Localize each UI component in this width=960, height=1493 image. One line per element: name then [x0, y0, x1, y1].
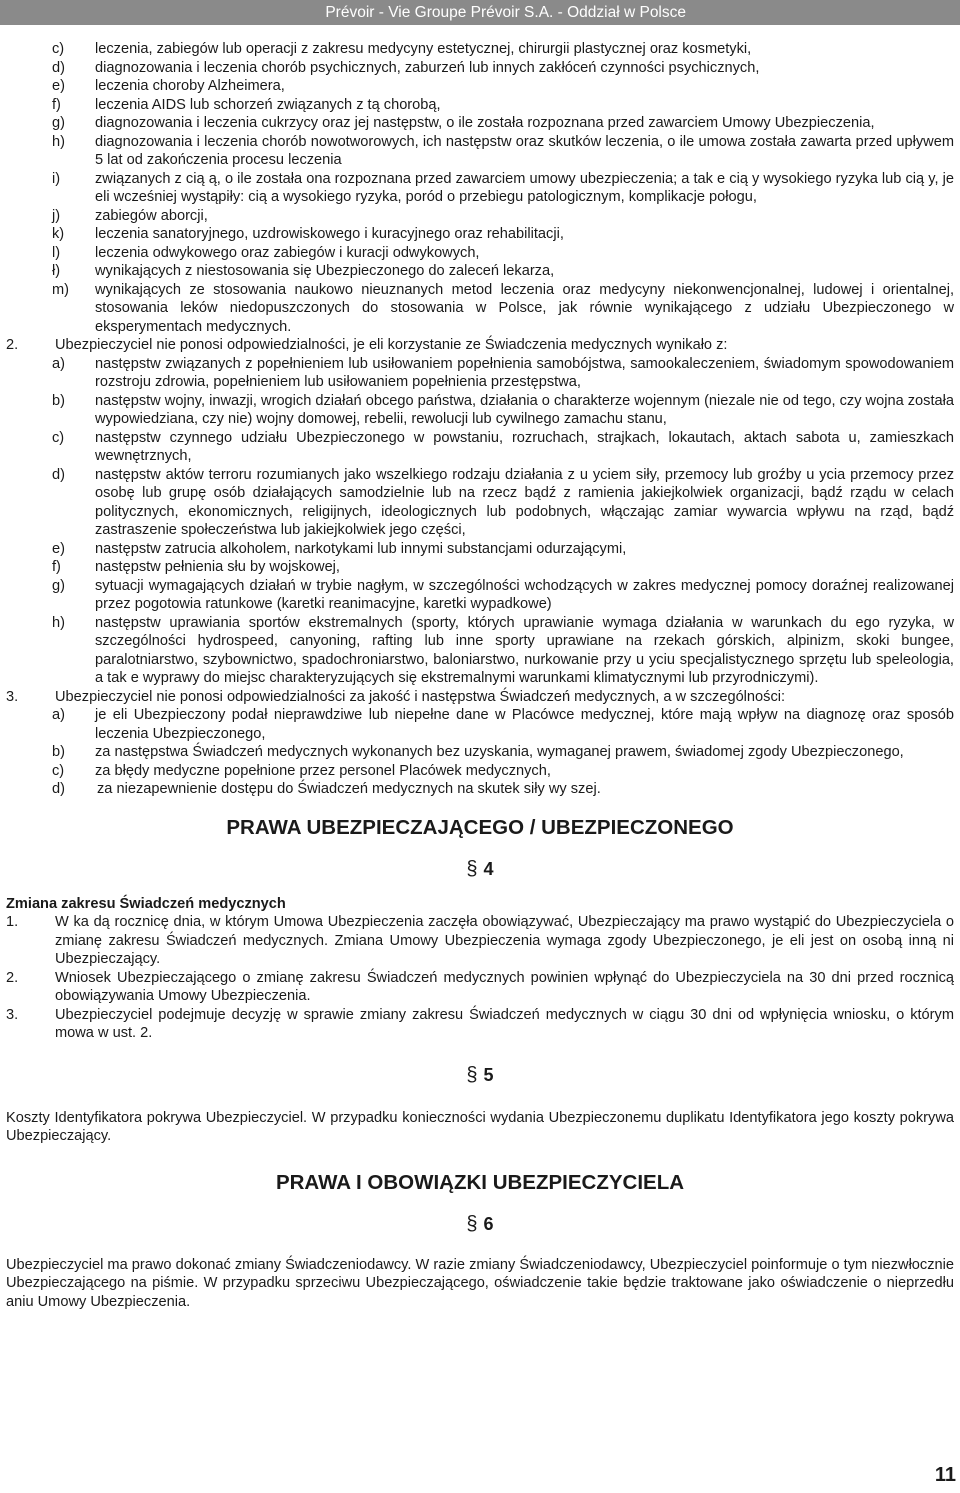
item-label: c)	[52, 762, 65, 779]
item-text: leczenia AIDS lub schorzeń związanych z tą chorobą,	[95, 96, 441, 113]
list-item	[6, 577, 954, 614]
item-text: następstw związanych z popełnieniem lub usiłowaniem popełnienia samobójstwa, samookaleczeniem, świadomym spowodowaniem rozstroju zdrowia, popełnieniem lub usiłowaniem popełnienia przestępstwa,	[95, 355, 954, 390]
section-title: PRAWA I OBOWIĄZKI UBEZPIECZYCIELA	[275, 1170, 685, 1194]
list-item	[6, 540, 954, 559]
list-item	[6, 244, 954, 263]
item-text: wynikających z niestosowania się Ubezpieczonego do zaleceń lekarza,	[95, 263, 555, 279]
item-label: e)	[52, 540, 65, 557]
item-text: następstw uprawiania sportów ekstremalnych (sporty, których uprawianie wymaga działania w warunkach du ego ryzyka, w szczególności hydrospeed, canyoning, rafting lub inne sporty uprawiane na rzekach górskich, alpinizm, skoki bungee, paralotniarstwo, szybownictwo, spadochroniarstwo, baloniarstwo, nurkowanie przy u yciu specjalistycznego sprzętu lub speleologia, a tak e wyprawy do miejsc charakteryzujących się ekstremalnymi warunkami klimatycznymi lub przyrodniczymi).	[95, 614, 954, 686]
item-label: b)	[52, 392, 65, 409]
list-item	[6, 614, 954, 688]
item-text: za błędy medyczne popełnione przez personel Placówek medycznych,	[95, 762, 551, 779]
list-item	[6, 762, 954, 781]
item-text: zabiegów aborcji,	[95, 207, 208, 224]
list-item	[6, 133, 954, 170]
item-label: d)	[52, 781, 65, 797]
section-title: PRAWA UBEZPIECZAJĄCEGO / UBEZPIECZONEGO	[226, 815, 734, 839]
point-number: 3.	[6, 1006, 19, 1023]
numbered-point	[6, 969, 954, 1006]
point-text: Ubezpieczyciel nie ponosi odpowiedzialności, je eli korzystanie ze Świadczenia medycznych wynikało z:	[55, 337, 728, 353]
item-text: związanych z cią ą, o ile została ona rozpoznana przed zawarciem umowy ubezpieczenia; a tak e cią y wysokiego ryzyka lub cią y, je eli wcześniej wystąpiły: cią a wysokiego ryzyka, poród o przebiegu patologicznym, komplikacje połogu,	[95, 170, 954, 205]
list-item	[6, 355, 954, 392]
item-text: leczenia choroby Alzheimera,	[95, 78, 285, 94]
list-item	[6, 262, 954, 281]
paragraph-symbol: §	[466, 1212, 478, 1235]
paragraph-symbol: §	[466, 1063, 478, 1086]
item-label: g)	[52, 115, 65, 131]
item-label: a)	[52, 707, 65, 723]
list-item	[6, 780, 954, 799]
document-body	[6, 40, 954, 1311]
point-number: 2.	[6, 337, 19, 353]
point-text: W ka dą rocznicę dnia, w którym Umowa Ubezpieczenia zaczęła obowiązywać, Ubezpieczający ma prawo wystąpić do Ubezpieczyciela o zmianę zakresu Świadczeń medycznych. Zmiana Umowy Ubezpieczenia wymaga zgody Ubezpieczonego, je eli jest on osobą inną ni Ubezpieczający.	[55, 914, 954, 967]
list-item	[6, 558, 954, 577]
item-label: c)	[52, 41, 65, 57]
list-item	[6, 225, 954, 244]
list-item	[6, 170, 954, 207]
numbered-point	[6, 913, 954, 969]
item-text: następstw aktów terroru rozumianych jako wszelkiego rodzaju działania z u yciem siły, przemocy lub groźby u ycia przemocy przez osobę lub grupę osób działających samodzielnie lub na rzecz bądź z ramienia jakiejkolwiek organizacji, bądź rządu w celach politycznych, ekonomicznych, religijnych, ideologicznych lub podobnych, włączając zamiar wywarcia wpływu na rząd, bądź zastraszenie społeczeństwa lub jakiejkolwiek jego części,	[95, 466, 954, 538]
numbered-point	[6, 688, 954, 707]
paragraph-number-value: 5	[483, 1064, 494, 1085]
item-label: l)	[52, 244, 61, 261]
item-label: i)	[52, 170, 61, 187]
list-item	[6, 77, 954, 96]
list-item	[6, 96, 954, 115]
list-item	[6, 281, 954, 337]
point-text: Ubezpieczyciel nie ponosi odpowiedzialności za jakość i następstwa Świadczeń medycznych, a w szczególności:	[55, 688, 786, 705]
item-text: następstw zatrucia alkoholem, narkotykami lub innymi substancjami odurzającymi,	[95, 540, 627, 557]
list-item	[6, 429, 954, 466]
point-number: 1.	[6, 914, 19, 930]
item-text: następstw pełnienia słu by wojskowej,	[95, 559, 340, 575]
item-label: d)	[52, 466, 65, 483]
item-label: ł)	[52, 263, 61, 279]
point-text: Ubezpieczyciel podejmuje decyzję w sprawie zmiany zakresu Świadczeń medycznych w ciągu 30 dni od wpłynięcia wniosku, o którym mowa w ust. 2.	[55, 1006, 954, 1041]
item-label: d)	[52, 59, 65, 76]
item-text: je eli Ubezpieczony podał nieprawdziwe lub niepełne dane w Placówce medycznej, które mają wpływ na diagnozę oraz sposób leczenia Ubezpieczonego,	[95, 707, 954, 742]
item-text: następstw czynnego udziału Ubezpieczonego w powstaniu, rozruchach, strajkach, lokautach, aktach sabota u, zamieszkach wewnętrznych,	[95, 429, 954, 464]
item-label: h)	[52, 614, 65, 631]
list-item	[6, 114, 954, 133]
item-label: c)	[52, 429, 65, 446]
list-item	[6, 40, 954, 59]
item-label: b)	[52, 744, 65, 760]
item-text: następstw wojny, inwazji, wrogich działań obcego państwa, działania o charakterze wojennym (niezale nie od tego, czy wojna została wypowiedziana, czy nie) wojny domowej, rebelii, rewolucji lub cywilnego zamachu stanu,	[95, 392, 954, 427]
paragraph-number	[6, 1063, 954, 1087]
item-label: j)	[52, 207, 61, 224]
paragraph-text: Koszty Identyfikatora pokrywa Ubezpieczyciel. W przypadku konieczności wydania Ubezpieczonemu duplikatu Identyfikatora jego koszty pokrywa Ubezpieczający.	[6, 1109, 954, 1144]
list-item	[6, 743, 954, 762]
item-text: za niezapewnienie dostępu do Świadczeń medycznych na skutek siły wy szej.	[97, 781, 601, 797]
item-text: sytuacji wymagających działań w trybie nagłym, w szczególności wchodzących w zakres medycznej pomocy doraźnej realizowanej przez pogotowia ratunkowe (karetki reanimacyjne, karetki wypadkowe)	[95, 577, 954, 612]
item-label: g)	[52, 577, 65, 594]
paragraph-number-value: 6	[483, 1213, 494, 1234]
numbered-point	[6, 1006, 954, 1043]
item-text: diagnozowania i leczenia cukrzycy oraz jej następstw, o ile została rozpoznana przed zawarciem Umowy Ubezpieczenia,	[95, 115, 875, 131]
list-item	[6, 706, 954, 743]
item-label: e)	[52, 78, 65, 94]
page-number: 11	[934, 1464, 956, 1486]
item-label: f)	[52, 96, 61, 113]
list-item	[6, 59, 954, 78]
paragraph-number-value: 4	[483, 858, 494, 879]
paragraph-symbol: §	[466, 857, 478, 880]
numbered-point	[6, 336, 954, 355]
item-text: leczenia, zabiegów lub operacji z zakresu medycyny estetycznej, chirurgii plastycznej oraz kosmetyki,	[95, 41, 752, 57]
list-item	[6, 207, 954, 226]
subheading: Zmiana zakresu Świadczeń medycznych	[6, 895, 286, 912]
item-text: wynikających ze stosowania naukowo nieuznanych metod leczenia oraz medycyny niekonwencjonalnej, ludowej i orientalnej, stosowania leków niedopuszczonych do stosowania w Polsce, jak równie wynikającego z udziału Ubezpieczonego w eksperymentach medycznych.	[95, 281, 954, 335]
point-number: 2.	[6, 969, 19, 986]
item-text: diagnozowania i leczenia chorób nowotworowych, ich następstw oraz skutków leczenia, o ile umowa została zawarta przed upływem 5 lat od zakończenia procesu leczenia	[95, 133, 954, 168]
item-label: h)	[52, 133, 65, 150]
page-header	[0, 0, 960, 25]
paragraph-number	[6, 1212, 954, 1236]
item-text: za następstwa Świadczeń medycznych wykonanych bez uzyskania, wymaganej prawem, świadomej zgody Ubezpieczonego,	[95, 744, 904, 760]
item-label: a)	[52, 355, 65, 372]
paragraph-number	[6, 857, 954, 881]
list-item	[6, 392, 954, 429]
item-text: diagnozowania i leczenia chorób psychicznych, zaburzeń lub innych zakłóceń czynności psychicznych,	[95, 59, 760, 76]
point-text: Wniosek Ubezpieczającego o zmianę zakresu Świadczeń medycznych powinien wpłynąć do Ubezpieczyciela na 30 dni przed rocznicą obowiązywania Umowy Ubezpieczenia.	[55, 969, 954, 1004]
item-label: f)	[52, 559, 61, 575]
item-text: leczenia sanatoryjnego, uzdrowiskowego i kuracyjnego oraz rehabilitacji,	[95, 226, 564, 242]
header-title: Prévoir - Vie Groupe Prévoir S.A. - Oddział w Polsce	[325, 4, 686, 21]
point-number: 3.	[6, 688, 19, 705]
item-label: k)	[52, 226, 65, 242]
item-text: leczenia odwykowego oraz zabiegów i kuracji odwykowych,	[95, 244, 480, 261]
list-item	[6, 466, 954, 540]
item-label: m)	[52, 281, 70, 298]
paragraph-text: Ubezpieczyciel ma prawo dokonać zmiany Świadczeniodawcy. W razie zmiany Świadczeniodawcy, Ubezpieczyciel poinformuje o tym niezwłocznie Ubezpieczającego na piśmie. W przypadku sprzeciwu Ubezpieczającego, oświadczenie takie będzie traktowane jako oświadczenie o nieprzedłu aniu Umowy Ubezpieczenia.	[6, 1256, 954, 1310]
